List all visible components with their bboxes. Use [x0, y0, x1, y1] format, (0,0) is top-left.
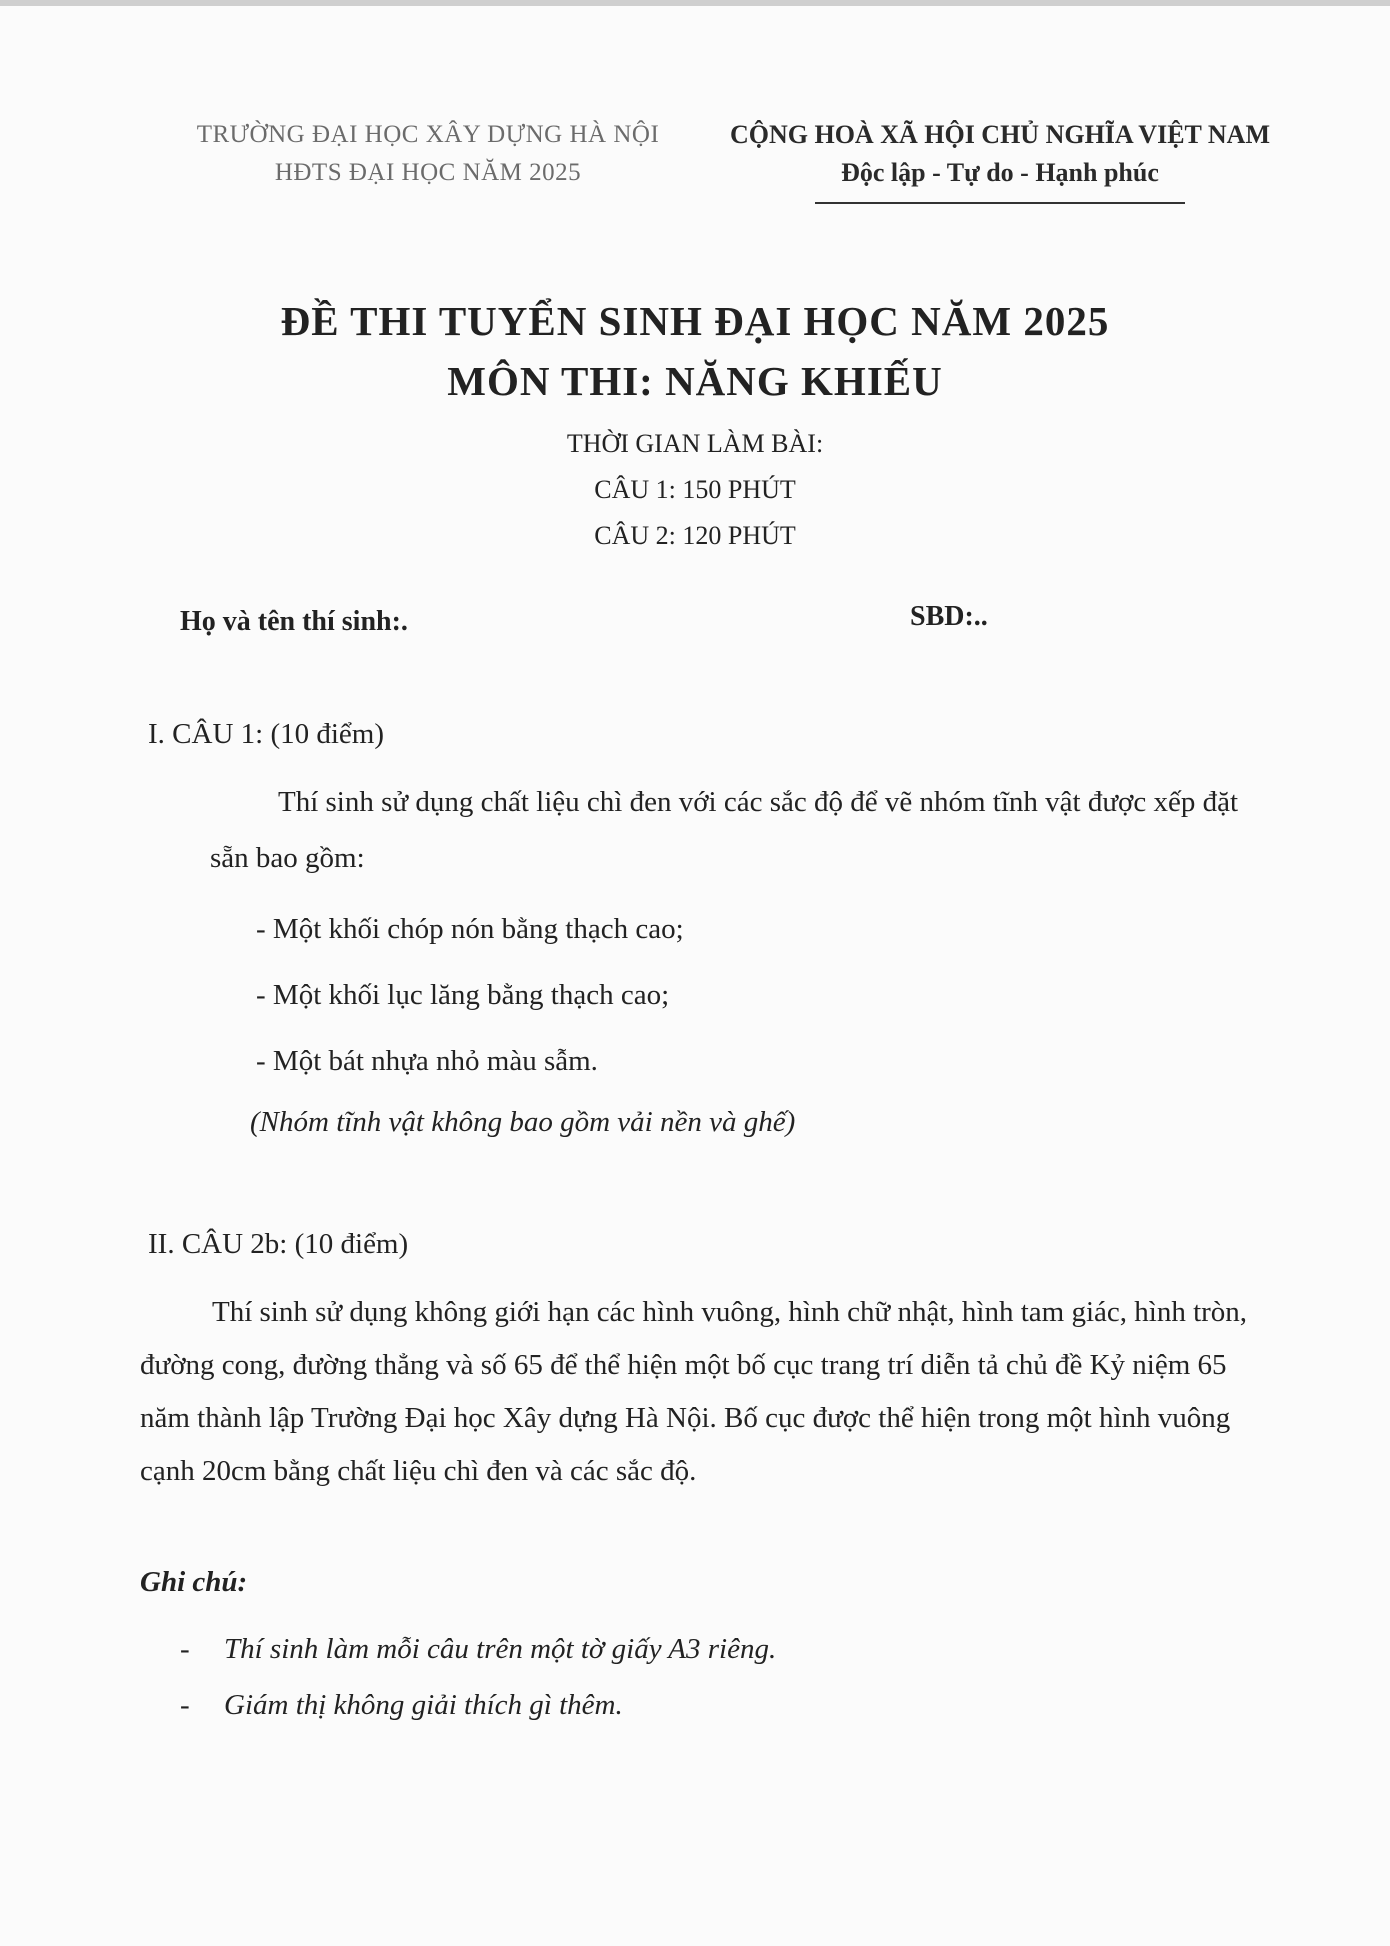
note-text: Thí sinh làm mỗi câu trên một tờ giấy A3 riêng. — [224, 1633, 777, 1665]
list-item — [180, 1677, 1240, 1733]
list-item — [180, 1621, 1240, 1677]
question-2-heading: II. CÂU 2b: (10 điểm) — [148, 1228, 409, 1260]
admission-council: HĐTS ĐẠI HỌC NĂM 2025 — [274, 159, 582, 186]
time-allotment — [0, 421, 1390, 559]
time-question-2: CÂU 2: 120 PHÚT — [594, 521, 796, 550]
list-item: - Một khối chóp nón bằng thạch cao; — [256, 913, 684, 945]
question-2 — [140, 1216, 1280, 1508]
question-1-heading: I. CÂU 1: (10 điểm) — [148, 718, 384, 750]
list-item: - Một khối lục lăng bằng thạch cao; — [256, 979, 670, 1011]
candidate-number-label: SBD:.. — [910, 601, 988, 632]
notes-list — [140, 1621, 1240, 1733]
dash-bullet: - — [180, 1689, 190, 1721]
note-text: Giám thị không giải thích gì thêm. — [224, 1689, 623, 1721]
national-motto-block — [700, 116, 1300, 204]
question-1-intro: Thí sinh sử dụng chất liệu chì đen với các sắc độ để vẽ nhóm tĩnh vật được xếp đặt sẵn bao gồm: — [210, 786, 1239, 874]
institution-block — [178, 116, 678, 192]
dash-bullet: - — [180, 1633, 190, 1665]
exam-subject: MÔN THI: NĂNG KHIẾU — [447, 358, 943, 404]
document-header — [0, 116, 1390, 216]
national-motto: Độc lập - Tự do - Hạnh phúc — [815, 154, 1185, 204]
time-label: THỜI GIAN LÀM BÀI: — [566, 429, 824, 458]
institution-name: TRƯỜNG ĐẠI HỌC XÂY DỰNG HÀ NỘI — [196, 121, 660, 148]
question-1 — [140, 706, 1280, 1150]
exam-title-block — [0, 291, 1390, 559]
notes-heading: Ghi chú: — [140, 1566, 248, 1598]
time-question-1: CÂU 1: 150 PHÚT — [594, 475, 796, 504]
exam-title: ĐỀ THI TUYỂN SINH ĐẠI HỌC NĂM 2025 — [280, 298, 1110, 344]
candidate-name-label: Họ và tên thí sinh:. — [180, 606, 408, 637]
notes-block — [140, 1566, 1240, 1733]
country-name: CỘNG HOÀ XÃ HỘI CHỦ NGHĨA VIỆT NAM — [729, 120, 1271, 149]
candidate-info — [180, 601, 1280, 638]
question-1-note: (Nhóm tĩnh vật không bao gồm vải nền và ghế) — [250, 1106, 796, 1138]
list-item: - Một bát nhựa nhỏ màu sẫm. — [256, 1045, 598, 1077]
still-life-items — [256, 896, 1280, 1094]
question-2-body: Thí sinh sử dụng không giới hạn các hình vuông, hình chữ nhật, hình tam giác, hình tròn, đường cong, đường thẳng và số 65 để thể hiện một bố cục trang trí diễn tả chủ đề Kỷ niệm 65 năm thành lập Trường Đại học Xây dựng Hà Nội. Bố cục được thể hiện trong một hình vuông cạnh 20cm bằng chất liệu chì đen và các sắc độ. — [140, 1296, 1248, 1487]
